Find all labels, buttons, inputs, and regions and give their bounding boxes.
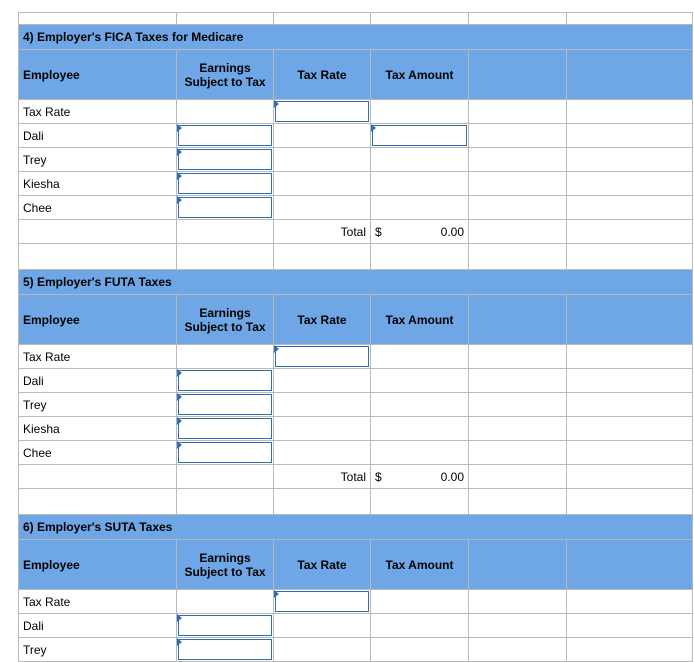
row-label: Kiesha (19, 172, 177, 196)
suta-header-row (19, 540, 693, 590)
medicare-row-dali (19, 124, 693, 148)
futa-total-value: 0.00 (440, 469, 464, 484)
row-label: Trey (19, 148, 177, 172)
row-label: Dali (19, 124, 177, 148)
input-marker-icon (274, 345, 279, 353)
medicare-tax-amount-input[interactable] (371, 124, 469, 148)
futa-col-amount: Tax Amount (371, 295, 469, 345)
medicare-tax-rate-input[interactable] (274, 100, 371, 124)
medicare-row-trey (19, 148, 693, 172)
spreadsheet (18, 12, 693, 662)
row-label: Trey (19, 393, 177, 417)
medicare-row-chee (19, 196, 693, 220)
row-label: Tax Rate (19, 100, 177, 124)
futa-total-row (19, 465, 693, 489)
suta-col-earnings: Earnings Subject to Tax (184, 550, 266, 579)
medicare-col-earnings: Earnings Subject to Tax (184, 60, 266, 89)
futa-col-rate: Tax Rate (274, 295, 371, 345)
medicare-kiesha-earnings-input[interactable] (177, 172, 274, 196)
medicare-section-title: 4) Employer's FICA Taxes for Medicare (19, 25, 693, 50)
suta-dali-earnings-input[interactable] (177, 614, 274, 638)
futa-trey-earnings-input[interactable] (177, 393, 274, 417)
futa-total-cell (371, 465, 469, 489)
futa-row-trey (19, 393, 693, 417)
futa-row-tax-rate (19, 345, 693, 369)
row-label: Trey (19, 638, 177, 662)
input-marker-icon (177, 638, 182, 646)
row-label: Kiesha (19, 417, 177, 441)
futa-total-label: Total (274, 465, 371, 489)
input-marker-icon (371, 124, 376, 132)
medicare-header-row (19, 50, 693, 100)
suta-col-rate: Tax Rate (274, 540, 371, 590)
suta-section-title-row (19, 515, 693, 540)
row-label: Tax Rate (19, 345, 177, 369)
input-marker-icon (177, 196, 182, 204)
row-label: Chee (19, 196, 177, 220)
medicare-chee-earnings-input[interactable] (177, 196, 274, 220)
medicare-row-tax-rate (19, 100, 693, 124)
futa-header-row (19, 295, 693, 345)
suta-tax-rate-input[interactable] (274, 590, 371, 614)
tax-grid (18, 12, 693, 662)
futa-dali-earnings-input[interactable] (177, 369, 274, 393)
futa-section-title: 5) Employer's FUTA Taxes (19, 270, 693, 295)
row-label: Dali (19, 369, 177, 393)
medicare-total-label: Total (274, 220, 371, 244)
medicare-col-employee: Employee (19, 50, 177, 100)
futa-row-kiesha (19, 417, 693, 441)
suta-col-amount: Tax Amount (371, 540, 469, 590)
suta-row-dali (19, 614, 693, 638)
currency-symbol: $ (375, 469, 382, 484)
input-marker-icon (177, 417, 182, 425)
row-label: Chee (19, 441, 177, 465)
medicare-col-rate: Tax Rate (274, 50, 371, 100)
medicare-dali-earnings-input[interactable] (177, 124, 274, 148)
futa-col-earnings: Earnings Subject to Tax (184, 305, 266, 334)
futa-chee-earnings-input[interactable] (177, 441, 274, 465)
currency-symbol: $ (375, 224, 382, 239)
input-marker-icon (177, 148, 182, 156)
medicare-row-kiesha (19, 172, 693, 196)
input-marker-icon (177, 614, 182, 622)
input-marker-icon (177, 124, 182, 132)
suta-col-employee: Employee (19, 540, 177, 590)
medicare-total-row (19, 220, 693, 244)
input-marker-icon (177, 172, 182, 180)
medicare-col-amount: Tax Amount (371, 50, 469, 100)
suta-row-tax-rate (19, 590, 693, 614)
input-marker-icon (177, 369, 182, 377)
row-label: Tax Rate (19, 590, 177, 614)
futa-row-dali (19, 369, 693, 393)
futa-section-title-row (19, 270, 693, 295)
futa-kiesha-earnings-input[interactable] (177, 417, 274, 441)
futa-tax-rate-input[interactable] (274, 345, 371, 369)
medicare-total-cell (371, 220, 469, 244)
input-marker-icon (274, 590, 279, 598)
medicare-section-title-row (19, 25, 693, 50)
input-marker-icon (177, 393, 182, 401)
medicare-trey-earnings-input[interactable] (177, 148, 274, 172)
medicare-total-value: 0.00 (440, 224, 464, 239)
row-label: Dali (19, 614, 177, 638)
futa-col-employee: Employee (19, 295, 177, 345)
input-marker-icon (177, 441, 182, 449)
input-marker-icon (274, 100, 279, 108)
futa-row-chee (19, 441, 693, 465)
suta-section-title: 6) Employer's SUTA Taxes (19, 515, 693, 540)
